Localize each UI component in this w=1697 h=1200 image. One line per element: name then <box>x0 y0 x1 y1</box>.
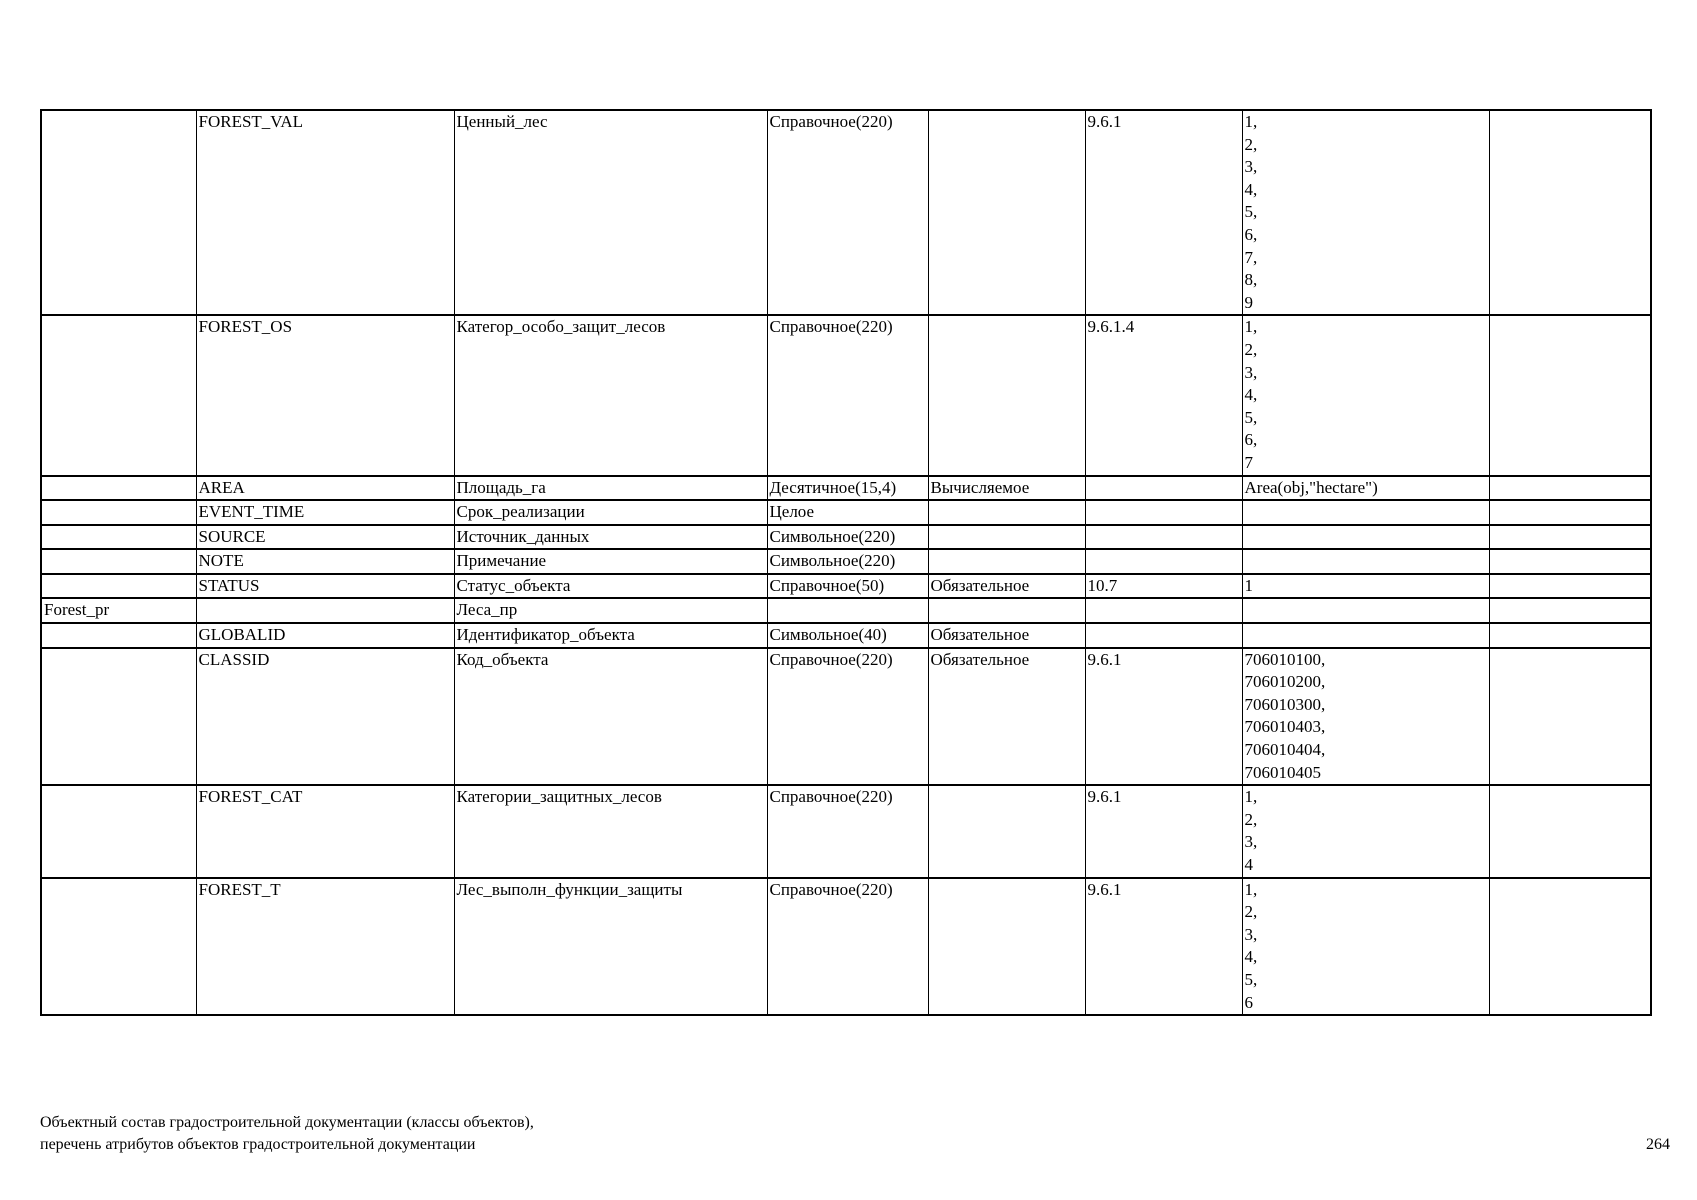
requirement-cell <box>928 525 1085 550</box>
requirement-cell: Обязательное <box>928 574 1085 599</box>
class-name-cell <box>41 574 196 599</box>
reference-cell <box>1085 549 1242 574</box>
values-cell: 1, 2, 3, 4, 5, 6, 7 <box>1242 315 1489 475</box>
requirement-cell <box>928 500 1085 525</box>
type-cell: Справочное(220) <box>767 315 928 475</box>
type-cell: Справочное(220) <box>767 648 928 786</box>
table-body <box>41 110 1651 1015</box>
table-row <box>41 648 1651 786</box>
type-cell: Десятичное(15,4) <box>767 476 928 501</box>
attribute-code-cell: FOREST_OS <box>196 315 454 475</box>
values-cell <box>1242 549 1489 574</box>
type-cell: Целое <box>767 500 928 525</box>
class-name-cell <box>41 315 196 475</box>
attribute-name-cell: Лес_выполн_функции_защиты <box>454 878 767 1016</box>
note-cell <box>1489 315 1651 475</box>
attribute-name-cell: Источник_данных <box>454 525 767 550</box>
requirement-cell <box>928 549 1085 574</box>
attribute-name-cell: Категории_защитных_лесов <box>454 785 767 877</box>
type-cell: Справочное(220) <box>767 110 928 315</box>
reference-cell: 10.7 <box>1085 574 1242 599</box>
attribute-name-cell: Площадь_га <box>454 476 767 501</box>
reference-cell: 9.6.1 <box>1085 648 1242 786</box>
type-cell: Символьное(220) <box>767 525 928 550</box>
attribute-code-cell: SOURCE <box>196 525 454 550</box>
note-cell <box>1489 648 1651 786</box>
class-name-cell <box>41 110 196 315</box>
class-name-cell <box>41 525 196 550</box>
requirement-cell: Обязательное <box>928 648 1085 786</box>
table-row <box>41 574 1651 599</box>
values-cell: 1, 2, 3, 4, 5, 6, 7, 8, 9 <box>1242 110 1489 315</box>
attribute-name-cell: Идентификатор_объекта <box>454 623 767 648</box>
page-number: 264 <box>1646 1136 1670 1153</box>
values-cell: 1, 2, 3, 4, 5, 6 <box>1242 878 1489 1016</box>
table-row <box>41 623 1651 648</box>
type-cell: Символьное(40) <box>767 623 928 648</box>
table-row <box>41 598 1651 623</box>
note-cell <box>1489 525 1651 550</box>
class-name-cell: Forest_pr <box>41 598 196 623</box>
attribute-code-cell: FOREST_CAT <box>196 785 454 877</box>
requirement-cell <box>928 315 1085 475</box>
class-name-cell <box>41 549 196 574</box>
type-cell: Справочное(220) <box>767 785 928 877</box>
values-cell: 1 <box>1242 574 1489 599</box>
requirement-cell <box>928 785 1085 877</box>
attribute-name-cell: Категор_особо_защит_лесов <box>454 315 767 475</box>
attribute-code-cell: AREA <box>196 476 454 501</box>
values-cell <box>1242 623 1489 648</box>
table-row <box>41 500 1651 525</box>
note-cell <box>1489 549 1651 574</box>
values-cell <box>1242 598 1489 623</box>
attribute-code-cell: CLASSID <box>196 648 454 786</box>
attribute-code-cell: NOTE <box>196 549 454 574</box>
class-name-cell <box>41 878 196 1016</box>
attribute-code-cell: GLOBALID <box>196 623 454 648</box>
attribute-code-cell: FOREST_VAL <box>196 110 454 315</box>
attribute-code-cell: FOREST_T <box>196 878 454 1016</box>
note-cell <box>1489 878 1651 1016</box>
class-name-cell <box>41 476 196 501</box>
reference-cell <box>1085 598 1242 623</box>
reference-cell <box>1085 525 1242 550</box>
class-name-cell <box>41 500 196 525</box>
note-cell <box>1489 598 1651 623</box>
attribute-name-cell: Примечание <box>454 549 767 574</box>
table-row <box>41 785 1651 877</box>
requirement-cell <box>928 598 1085 623</box>
footer-caption <box>40 1112 534 1156</box>
table-row <box>41 315 1651 475</box>
type-cell: Справочное(220) <box>767 878 928 1016</box>
type-cell <box>767 598 928 623</box>
attribute-name-cell: Леса_пр <box>454 598 767 623</box>
note-cell <box>1489 785 1651 877</box>
reference-cell: 9.6.1 <box>1085 878 1242 1016</box>
footer-caption-line-2: перечень атрибутов объектов градостроительной документации <box>40 1136 476 1153</box>
attribute-name-cell: Статус_объекта <box>454 574 767 599</box>
attribute-name-cell: Код_объекта <box>454 648 767 786</box>
reference-cell: 9.6.1 <box>1085 110 1242 315</box>
values-cell <box>1242 500 1489 525</box>
table-row <box>41 549 1651 574</box>
reference-cell <box>1085 500 1242 525</box>
note-cell <box>1489 110 1651 315</box>
requirement-cell <box>928 878 1085 1016</box>
reference-cell: 9.6.1 <box>1085 785 1242 877</box>
attribute-table <box>40 109 1652 1016</box>
note-cell <box>1489 476 1651 501</box>
table-row <box>41 878 1651 1016</box>
attribute-code-cell <box>196 598 454 623</box>
values-cell: 706010100, 706010200, 706010300, 706010403, 706010404, 706010405 <box>1242 648 1489 786</box>
type-cell: Справочное(50) <box>767 574 928 599</box>
table-row <box>41 476 1651 501</box>
note-cell <box>1489 574 1651 599</box>
table-row <box>41 110 1651 315</box>
values-cell: Area(obj,"hectare") <box>1242 476 1489 501</box>
table-row <box>41 525 1651 550</box>
attribute-code-cell: EVENT_TIME <box>196 500 454 525</box>
attribute-name-cell: Ценный_лес <box>454 110 767 315</box>
attribute-code-cell: STATUS <box>196 574 454 599</box>
note-cell <box>1489 500 1651 525</box>
requirement-cell: Вычисляемое <box>928 476 1085 501</box>
requirement-cell: Обязательное <box>928 623 1085 648</box>
values-cell: 1, 2, 3, 4 <box>1242 785 1489 877</box>
reference-cell <box>1085 476 1242 501</box>
class-name-cell <box>41 785 196 877</box>
class-name-cell <box>41 648 196 786</box>
reference-cell: 9.6.1.4 <box>1085 315 1242 475</box>
reference-cell <box>1085 623 1242 648</box>
attribute-name-cell: Срок_реализации <box>454 500 767 525</box>
note-cell <box>1489 623 1651 648</box>
class-name-cell <box>41 623 196 648</box>
values-cell <box>1242 525 1489 550</box>
requirement-cell <box>928 110 1085 315</box>
type-cell: Символьное(220) <box>767 549 928 574</box>
footer-caption-line-1: Объектный состав градостроительной документации (классы объектов), <box>40 1114 534 1131</box>
